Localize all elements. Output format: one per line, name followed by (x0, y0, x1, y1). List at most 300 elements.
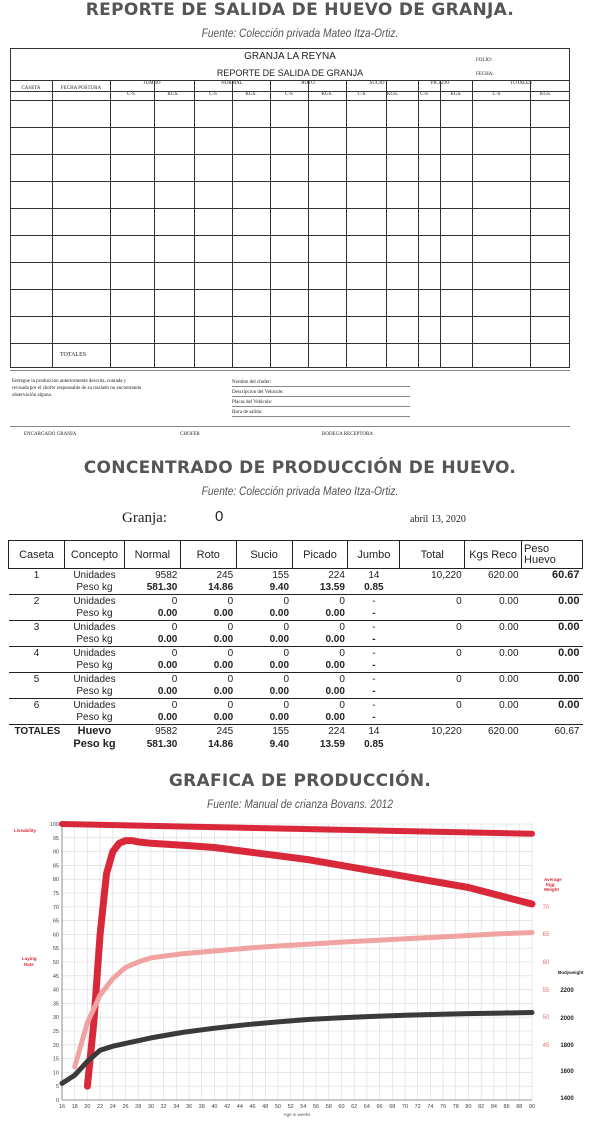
series-line-bodyweight (62, 1013, 532, 1084)
x-tick-label: 46 (249, 1104, 256, 1110)
x-tick-label: 24 (109, 1104, 116, 1110)
total-cell (400, 712, 465, 725)
form-column-divider (308, 80, 309, 368)
total-cell (400, 582, 465, 595)
column-header-jumbo: Jumbo (348, 541, 400, 569)
egg-weight-tick: 70 (542, 905, 550, 911)
form-footer-line (232, 396, 410, 397)
weight-cell: 0.00 (292, 608, 348, 621)
form-category-roto: ROTO (301, 81, 315, 86)
x-tick-label: 20 (84, 1104, 91, 1110)
y-tick-label: 20 (52, 1042, 59, 1049)
total-cell (400, 738, 465, 751)
form-column-divider (270, 80, 271, 368)
form-category-totales: TOTALES (510, 81, 532, 86)
form-column-divider (418, 80, 419, 368)
value-cell: 0 (227, 647, 234, 659)
caseta-cell (9, 608, 65, 621)
kgs-reco-cell: 620.00 (487, 569, 519, 581)
form-signature-bodega: BODEGA RECEPTORA (322, 432, 373, 437)
concepto-cell: Unidades (73, 595, 116, 607)
form-note: Entregue la producción anteriormente descrita, contada y revisada por el chofer responsable de su traslado no encontrando observación alguna. (12, 379, 142, 398)
weight-cell: 0.00 (180, 634, 236, 647)
bodyweight-tick: 1800 (560, 1043, 574, 1049)
y-tick-label: 100 (49, 822, 59, 828)
x-tick-label: 80 (465, 1104, 472, 1110)
value-cell: 0 (339, 595, 345, 607)
table-row (9, 569, 583, 582)
bodyweight-tick: 1600 (560, 1069, 574, 1075)
x-tick-label: 62 (351, 1104, 358, 1110)
x-tick-label: 88 (516, 1104, 523, 1110)
y-tick-label: 0 (55, 1098, 59, 1104)
bodyweight-tick: 2000 (560, 1016, 574, 1022)
form-fecha-label: FECHA: (476, 72, 494, 77)
kgs-reco-cell (465, 738, 522, 751)
weight-cell: 13.59 (319, 738, 345, 750)
peso-huevo-cell: 0.00 (558, 699, 580, 712)
column-header-concepto: Concepto (64, 541, 124, 569)
weight-cell: 9.40 (236, 582, 292, 595)
total-cell: 0 (456, 699, 462, 711)
egg-weight-label: Egg (546, 882, 555, 887)
kgs-reco-cell: 0.00 (499, 699, 519, 711)
x-tick-label: 44 (236, 1104, 243, 1110)
value-cell: 0 (339, 647, 345, 659)
form-row-line (10, 262, 570, 263)
y-tick-label: 40 (52, 987, 59, 994)
weight-cell: 0.00 (236, 660, 292, 673)
peso-huevo-cell: 0.00 (558, 647, 580, 660)
value-cell: 155 (272, 569, 290, 581)
weight-cell: 0.00 (236, 686, 292, 699)
y-tick-label: 70 (52, 904, 59, 911)
form-sub-cs: C-S (357, 92, 366, 97)
total-cell (400, 634, 465, 647)
x-tick-label: 32 (160, 1104, 167, 1110)
weight-cell: - (348, 634, 400, 647)
x-tick-label: 18 (71, 1104, 78, 1110)
value-cell: - (372, 699, 376, 711)
kgs-reco-cell: 0.00 (499, 647, 519, 659)
caseta-cell: 1 (33, 569, 40, 581)
value-cell: 245 (216, 725, 234, 737)
form-sub-kgs: KGS. (386, 92, 399, 97)
form-category-jumbo: JUMBO (143, 81, 161, 86)
value-cell: 224 (328, 725, 345, 737)
concepto-cell: Unidades (73, 621, 116, 633)
form-header-line (10, 100, 570, 101)
peso-huevo-cell: 0.00 (558, 621, 580, 634)
peso-huevo-cell (522, 686, 583, 699)
concepto-cell: Peso kg (64, 582, 124, 595)
concepto-cell: Peso kg (73, 738, 116, 750)
x-tick-label: 16 (58, 1104, 66, 1110)
value-cell: 14 (368, 569, 380, 581)
section1-source: Fuente: Colección privada Mateo Itza-Ortiz. (201, 26, 399, 40)
y-tick-label: 50 (52, 960, 59, 966)
weight-cell: - (348, 660, 400, 673)
form-footer-line (232, 406, 410, 407)
form-sub-kgs: KGS. (450, 92, 462, 97)
concepto-cell: Unidades (73, 569, 116, 581)
table-row (9, 647, 583, 660)
column-header-sucio: Sucio (236, 541, 292, 569)
form-footer-line (232, 386, 410, 387)
form-footer-line (10, 370, 570, 371)
caseta-cell: 2 (33, 595, 40, 607)
egg-weight-label: Average (544, 877, 562, 882)
form-row-line (10, 208, 570, 209)
bodyweight-tick: 2200 (560, 988, 574, 994)
form-row-line (10, 289, 570, 290)
column-header-kgs-reco: Kgs Reco (465, 541, 522, 569)
kgs-reco-cell: 0.00 (499, 673, 519, 685)
table-row (9, 738, 583, 751)
value-cell: 224 (328, 569, 345, 581)
form-sub-cs: C-S (420, 92, 428, 97)
column-header-peso-huevo: Peso Huevo (522, 541, 583, 569)
caseta-cell: TOTALES (14, 725, 61, 737)
form-footer-line (232, 416, 410, 417)
concepto-cell: Unidades (73, 699, 116, 711)
kgs-reco-cell (465, 634, 522, 647)
caseta-cell (9, 582, 65, 595)
total-cell: 0 (456, 621, 462, 633)
form-sub-kgs: KGS. (321, 92, 333, 97)
form-category-picado: PICADO (430, 81, 450, 86)
form-totales-label: TOTALES (60, 352, 87, 358)
y-tick-label: 30 (52, 1015, 59, 1022)
y-tick-label: 45 (52, 973, 59, 980)
table-row (9, 621, 583, 634)
form-sub-kgs: KGS. (245, 92, 257, 97)
table-row (9, 634, 583, 647)
form-header-line (10, 91, 570, 92)
form-row-line (10, 343, 570, 344)
form-sub-cs: C-S (209, 92, 217, 97)
x-tick-label: 52 (287, 1104, 294, 1110)
form-category-normal: NORMAL (221, 81, 243, 86)
kgs-reco-cell (465, 712, 522, 725)
caseta-cell (9, 634, 65, 647)
egg-weight-tick: 45 (542, 1043, 550, 1049)
weight-cell: 14.86 (208, 738, 234, 750)
peso-huevo-cell: 60.67 (554, 725, 580, 737)
value-cell: 0 (227, 621, 234, 633)
form-row-line (10, 181, 570, 182)
y-tick-label: 5 (55, 1084, 59, 1091)
value-cell: 0 (171, 595, 178, 607)
x-tick-label: 84 (490, 1104, 497, 1110)
total-cell (400, 686, 465, 699)
value-cell: 9582 (155, 569, 178, 581)
value-cell: 0 (283, 647, 290, 659)
total-cell: 0 (456, 647, 462, 659)
value-cell: - (372, 595, 376, 607)
x-tick-label: 68 (389, 1104, 396, 1110)
concepto-cell: Huevo (77, 725, 112, 738)
concepto-cell: Peso kg (64, 686, 124, 699)
series-line-laying-rate (87, 841, 532, 1087)
caseta-cell: 5 (33, 673, 40, 685)
form-column-divider (110, 80, 111, 368)
kgs-reco-cell (465, 686, 522, 699)
form-footer-line (10, 426, 570, 427)
concepto-cell: Unidades (73, 647, 116, 659)
form-fecha-postura-label: FECHA POSTURA (60, 86, 102, 91)
form-column-divider (52, 80, 53, 368)
y-tick-label: 95 (52, 835, 59, 842)
value-cell: 0 (339, 673, 345, 685)
value-cell: 0 (283, 673, 290, 685)
peso-huevo-cell (522, 608, 583, 621)
weight-cell: 0.00 (124, 686, 180, 699)
granja-label: Granja: (122, 510, 167, 526)
form-row-line (10, 127, 570, 128)
x-tick-label: 36 (185, 1104, 193, 1110)
form-column-divider (386, 80, 387, 368)
total-cell (400, 608, 465, 621)
weight-cell: - (348, 686, 400, 699)
weight-cell: 0.00 (124, 634, 180, 647)
x-tick-label: 64 (363, 1104, 370, 1110)
form-folio-label: FOLIO: (476, 58, 493, 63)
total-cell: 0 (456, 595, 462, 607)
blank-report-form (10, 48, 570, 444)
table-row (9, 608, 583, 621)
value-cell: 0 (227, 699, 234, 711)
weight-cell: - (348, 608, 400, 621)
x-tick-label: 86 (503, 1104, 510, 1110)
section2-source: Fuente: Colección privada Mateo Itza-Ortiz. (201, 484, 399, 498)
value-cell: 0 (171, 621, 178, 633)
form-column-divider (194, 80, 195, 368)
concepto-cell: Peso kg (64, 634, 124, 647)
y-tick-label: 80 (52, 877, 59, 884)
x-tick-label: 34 (173, 1104, 180, 1110)
table-row (9, 725, 583, 738)
x-tick-label: 66 (376, 1104, 383, 1110)
weight-cell: 0.00 (236, 712, 292, 725)
value-cell: - (372, 621, 376, 633)
weight-cell: 0.00 (292, 634, 348, 647)
form-category-sucio: SUCIO (369, 81, 385, 86)
form-sub-cs: C-S (285, 92, 293, 97)
form-signature-chofer: CHOFER (180, 432, 200, 437)
table-row (9, 699, 583, 712)
bodyweight-label: Bodyweight (558, 970, 584, 975)
value-cell: 245 (216, 569, 234, 581)
kgs-reco-cell: 0.00 (499, 621, 519, 633)
column-header-picado: Picado (292, 541, 348, 569)
form-column-divider (232, 80, 233, 368)
y-tick-label: 55 (52, 946, 59, 953)
production-table (8, 540, 583, 751)
table-row (9, 595, 583, 608)
weight-cell: 0.00 (292, 712, 348, 725)
y-tick-label: 75 (52, 891, 59, 897)
x-tick-label: 50 (274, 1104, 282, 1110)
x-axis-label: Age in weeks (283, 1112, 311, 1117)
weight-cell: 0.00 (236, 634, 292, 647)
caseta-cell: 6 (33, 699, 40, 711)
table-row (9, 660, 583, 673)
value-cell: 0 (171, 647, 178, 659)
granja-value: 0 (215, 508, 224, 525)
egg-weight-tick: 60 (542, 960, 550, 966)
x-tick-label: 76 (440, 1104, 447, 1110)
kgs-reco-cell: 620.00 (487, 725, 519, 737)
peso-huevo-cell (522, 582, 583, 595)
section3-heading: GRAFICA DE PRODUCCIÓN. (168, 771, 432, 791)
y-tick-label: 85 (52, 863, 59, 870)
value-cell: 0 (283, 699, 290, 711)
total-cell: 0 (456, 673, 462, 685)
section1-heading: REPORTE DE SALIDA DE HUEVO DE GRANJA. (85, 0, 515, 20)
weight-cell: 0.00 (292, 660, 348, 673)
form-sub-kgs: KGS. (167, 92, 179, 97)
weight-cell: - (348, 712, 400, 725)
value-cell: 0 (171, 699, 178, 711)
y-tick-label: 15 (52, 1056, 59, 1063)
y-tick-label: 10 (52, 1070, 59, 1077)
value-cell: 9582 (155, 725, 178, 737)
report-date: abril 13, 2020 (410, 514, 466, 525)
y-tick-label: 60 (52, 932, 59, 939)
form-sub-kgs: KGS. (539, 92, 552, 97)
caseta-cell: 3 (33, 621, 40, 633)
y-tick-label: 65 (52, 918, 59, 925)
x-tick-label: 54 (300, 1104, 307, 1110)
peso-huevo-cell (522, 738, 583, 751)
y-tick-label: 90 (52, 849, 59, 856)
value-cell: 0 (283, 595, 290, 607)
x-tick-label: 72 (414, 1104, 421, 1110)
weight-cell: 0.00 (180, 712, 236, 725)
x-tick-label: 48 (262, 1104, 269, 1110)
weight-cell: 14.86 (180, 582, 236, 595)
caseta-cell (9, 712, 65, 725)
weight-cell: 581.30 (124, 582, 180, 595)
caseta-cell (9, 738, 65, 751)
x-tick-label: 38 (198, 1104, 205, 1110)
form-sub-cs: C-S (492, 92, 501, 97)
x-tick-label: 74 (427, 1104, 434, 1110)
x-tick-label: 70 (401, 1104, 409, 1110)
egg-weight-tick: 55 (542, 988, 550, 994)
value-cell: 0 (227, 673, 234, 685)
x-tick-label: 82 (478, 1104, 485, 1110)
form-column-divider (530, 80, 531, 368)
form-column-divider (440, 80, 441, 368)
x-tick-label: 58 (325, 1104, 332, 1110)
concepto-cell: Peso kg (64, 660, 124, 673)
x-tick-label: 22 (97, 1104, 104, 1110)
weight-cell: 0.00 (124, 660, 180, 673)
form-column-divider (346, 80, 347, 368)
value-cell: - (372, 647, 376, 659)
value-cell: - (372, 673, 376, 685)
peso-huevo-cell: 0.00 (558, 673, 580, 686)
form-report-title: REPORTE DE SALIDA DE GRANJA (216, 68, 364, 78)
concepto-cell: Unidades (73, 673, 116, 685)
table-row (9, 686, 583, 699)
value-cell: 0 (227, 595, 234, 607)
peso-huevo-cell (522, 660, 583, 673)
laying-rate-label: Laying (22, 956, 37, 961)
laying-rate-label: Rate (24, 962, 34, 967)
total-cell: 10,220 (431, 569, 462, 581)
peso-huevo-cell (522, 712, 583, 725)
form-sub-cs: C-S (127, 92, 135, 97)
table-row (9, 582, 583, 595)
weight-cell: 13.59 (292, 582, 348, 595)
form-signature-granja: ENCARGADO GRANJA (24, 432, 77, 437)
form-row-line (10, 316, 570, 317)
weight-cell: 0.00 (180, 686, 236, 699)
x-tick-label: 26 (122, 1104, 129, 1110)
bodyweight-tick: 1400 (560, 1096, 574, 1102)
weight-cell: 0.00 (292, 686, 348, 699)
form-column-divider (472, 80, 473, 368)
kgs-reco-cell: 0.00 (499, 595, 519, 607)
column-header-total: Total (400, 541, 465, 569)
x-tick-label: 56 (312, 1104, 320, 1110)
concepto-cell: Peso kg (64, 608, 124, 621)
x-tick-label: 30 (147, 1104, 154, 1110)
weight-cell: 0.00 (124, 608, 180, 621)
peso-huevo-cell: 60.67 (551, 569, 580, 582)
weight-cell: 0.85 (348, 582, 400, 595)
kgs-reco-cell (465, 660, 522, 673)
egg-weight-label: Weight (544, 887, 559, 892)
x-tick-label: 78 (452, 1104, 459, 1110)
value-cell: 0 (339, 699, 345, 711)
value-cell: 155 (272, 725, 290, 737)
form-driver-fields: Nombre del chofer: Descripcion del Vehicule: Placas del Vehicule: Hora de salida: (232, 380, 284, 415)
peso-huevo-cell (522, 634, 583, 647)
value-cell: 0 (339, 621, 345, 633)
caseta-cell (9, 660, 65, 673)
weight-cell: 0.00 (124, 712, 180, 725)
weight-cell: 0.85 (364, 738, 384, 750)
weight-cell: 0.00 (180, 608, 236, 621)
x-tick-label: 40 (211, 1104, 218, 1110)
weight-cell: 0.00 (236, 608, 292, 621)
section2-heading: CONCENTRADO DE PRODUCCIÓN DE HUEVO. (83, 458, 517, 478)
y-tick-label: 25 (52, 1029, 59, 1035)
egg-weight-tick: 65 (542, 932, 550, 938)
form-row-line (10, 235, 570, 236)
egg-weight-tick: 50 (542, 1015, 550, 1021)
weight-cell: 0.00 (180, 660, 236, 673)
kgs-reco-cell (465, 608, 522, 621)
form-header-line (10, 80, 570, 81)
form-row-line (10, 154, 570, 155)
column-header-normal: Normal (124, 541, 180, 569)
table-row (9, 712, 583, 725)
caseta-cell (9, 686, 65, 699)
x-tick-label: 90 (528, 1104, 536, 1110)
weight-cell: 581.30 (146, 738, 178, 750)
kgs-reco-cell (465, 582, 522, 595)
value-cell: 14 (368, 725, 380, 737)
form-farm-title: GRANJA LA REYNA (244, 51, 336, 62)
table-row (9, 673, 583, 686)
value-cell: 0 (283, 621, 290, 633)
production-chart (0, 818, 600, 1136)
